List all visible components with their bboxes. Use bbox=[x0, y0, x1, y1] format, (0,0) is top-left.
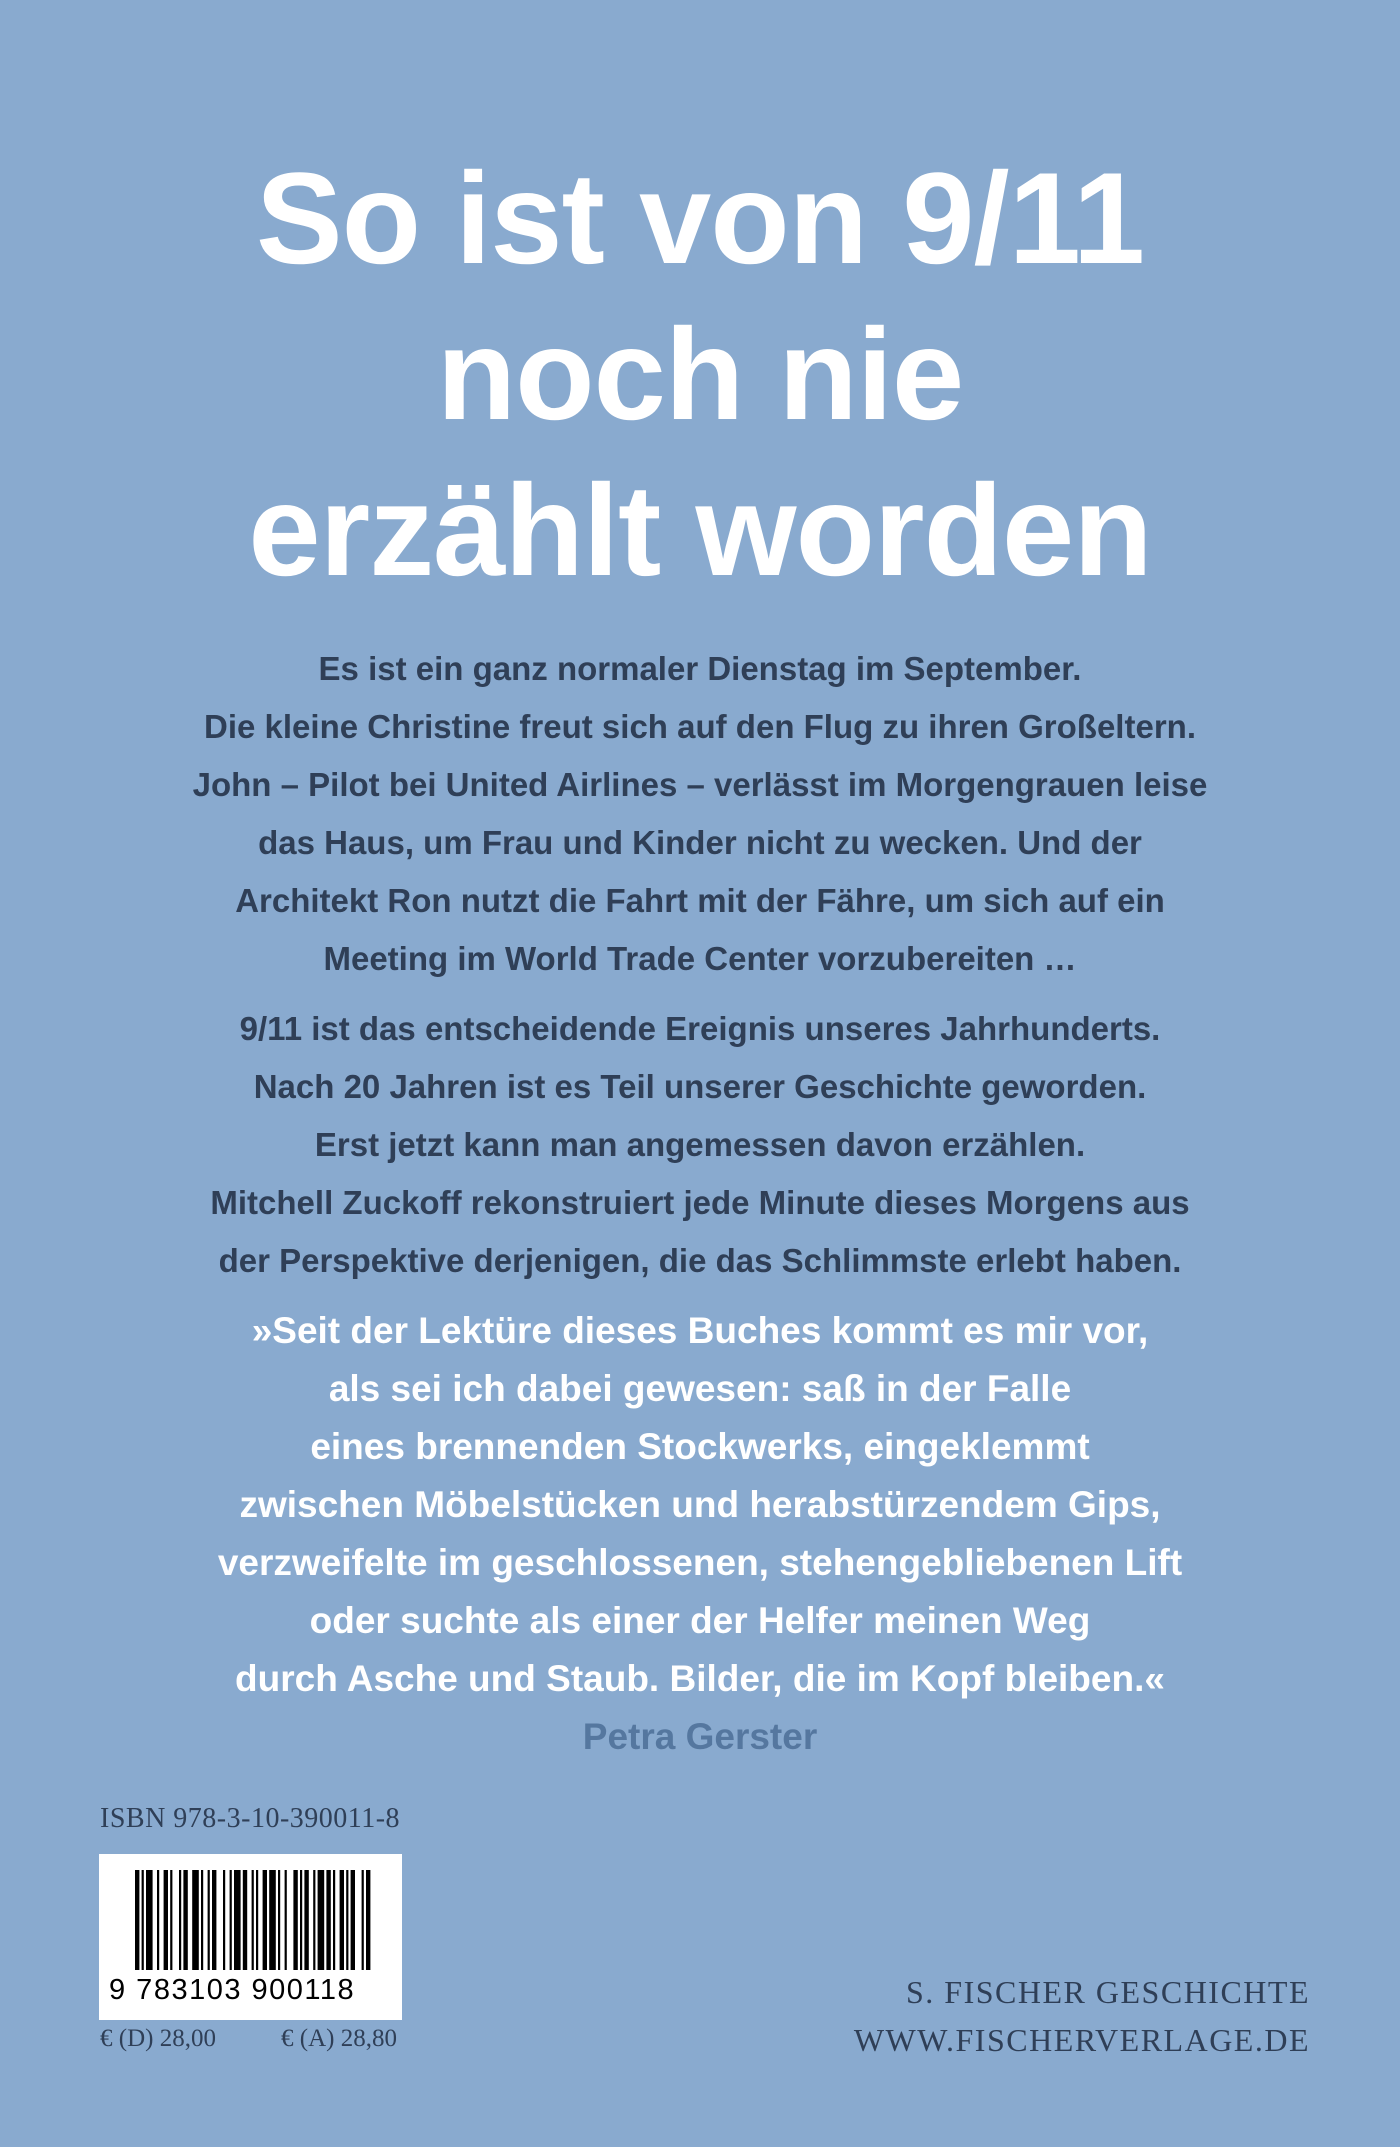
review-quote bbox=[60, 1302, 1340, 1708]
blurb-line: Meeting im World Trade Center vorzubereiten … bbox=[323, 940, 1077, 977]
quote-line: eines brennenden Stockwerks, eingeklemmt bbox=[310, 1426, 1090, 1467]
quote-author: Petra Gerster bbox=[582, 1716, 818, 1757]
price-austria: € (A) 28,80 bbox=[281, 2025, 397, 2052]
publisher-imprint: S. FISCHER GESCHICHTE bbox=[906, 1974, 1310, 2010]
barcode-bar bbox=[362, 1870, 364, 1970]
quote-line: oder suchte als einer der Helfer meinen Weg bbox=[309, 1600, 1091, 1641]
barcode-bar bbox=[208, 1870, 210, 1970]
barcode-bar bbox=[333, 1870, 335, 1970]
barcode-bar bbox=[212, 1870, 216, 1970]
barcode-bar bbox=[201, 1870, 203, 1970]
blurb-line: Die kleine Christine freut sich auf den Flug zu ihren Großeltern. bbox=[204, 708, 1196, 745]
barcode bbox=[99, 1854, 402, 2020]
quote-line: durch Asche und Staub. Bilder, die im Kopf bleiben.« bbox=[235, 1658, 1165, 1699]
barcode-bar bbox=[243, 1870, 247, 1970]
headline-line: erzählt worden bbox=[248, 457, 1152, 603]
headline bbox=[0, 140, 1400, 608]
price-germany: € (D) 28,00 bbox=[100, 2025, 216, 2052]
barcode-bar bbox=[263, 1870, 267, 1970]
blurb-line: 9/11 ist das entscheidende Ereignis unseres Jahrhunderts. bbox=[239, 1010, 1161, 1047]
publisher-info bbox=[800, 1968, 1310, 2064]
publisher-website: WWW.FISCHERVERLAGE.DE bbox=[853, 2022, 1310, 2058]
barcode-bar bbox=[313, 1870, 315, 1970]
barcode-bar bbox=[234, 1870, 241, 1970]
barcode-bar bbox=[304, 1870, 308, 1970]
barcode-bar bbox=[318, 1870, 325, 1970]
barcode-bar bbox=[351, 1870, 355, 1970]
blurb-line: Architekt Ron nutzt die Fahrt mit der Fähre, um sich auf ein bbox=[235, 882, 1165, 919]
barcode-bar bbox=[230, 1870, 232, 1970]
barcode-bar bbox=[366, 1870, 370, 1970]
barcode-bar bbox=[256, 1870, 258, 1970]
blurb-line: Erst jetzt kann man angemessen davon erzählen. bbox=[314, 1126, 1086, 1163]
blurb-line: John – Pilot bei United Airlines – verlässt im Morgengrauen leise bbox=[192, 766, 1208, 803]
barcode-bar bbox=[340, 1870, 344, 1970]
barcode-bar bbox=[135, 1870, 139, 1970]
blurb-line: der Perspektive derjenigen, die das Schlimmste erlebt haben. bbox=[218, 1242, 1182, 1279]
quote-line: »Seit der Lektüre dieses Buches kommt es mir vor, bbox=[251, 1310, 1149, 1351]
barcode-bar bbox=[269, 1870, 276, 1970]
barcode-bar bbox=[223, 1870, 225, 1970]
barcode-bar bbox=[164, 1870, 168, 1970]
headline-line: So ist von 9/11 bbox=[255, 145, 1145, 291]
barcode-bar bbox=[170, 1870, 172, 1970]
blurb-paragraph-2 bbox=[60, 1000, 1340, 1290]
blurb-line: das Haus, um Frau und Kinder nicht zu wecken. Und der bbox=[258, 824, 1142, 861]
quote-line: verzweifelte im geschlossenen, stehengebliebenen Lift bbox=[217, 1542, 1183, 1583]
blurb-line: Mitchell Zuckoff rekonstruiert jede Minute dieses Morgens aus bbox=[210, 1184, 1190, 1221]
barcode-bar bbox=[293, 1870, 297, 1970]
barcode-bar bbox=[142, 1870, 144, 1970]
blurb-paragraph-1 bbox=[60, 640, 1340, 988]
barcode-bar bbox=[346, 1870, 348, 1970]
barcode-bar bbox=[300, 1870, 302, 1970]
quote-line: zwischen Möbelstücken und herabstürzendem Gips, bbox=[239, 1484, 1161, 1525]
barcode-bar bbox=[157, 1870, 159, 1970]
barcode-bar bbox=[146, 1870, 153, 1970]
isbn-label: ISBN 978-3-10-390011-8 bbox=[100, 1803, 401, 1834]
barcode-bar bbox=[326, 1870, 330, 1970]
barcode-digits: 9 783103 900118 bbox=[109, 1974, 356, 2006]
barcode-bar bbox=[252, 1870, 254, 1970]
barcode-bar bbox=[179, 1870, 181, 1970]
headline-line: noch nie bbox=[436, 301, 964, 447]
barcode-bar bbox=[285, 1870, 287, 1970]
quote-line: als sei ich dabei gewesen: saß in der Falle bbox=[328, 1368, 1072, 1409]
barcode-bar bbox=[183, 1870, 187, 1970]
barcode-bar bbox=[192, 1870, 199, 1970]
blurb-line: Nach 20 Jahren ist es Teil unserer Geschichte geworden. bbox=[253, 1068, 1147, 1105]
barcode-bar bbox=[278, 1870, 280, 1970]
blurb-line: Es ist ein ganz normaler Dienstag im September. bbox=[318, 650, 1082, 687]
